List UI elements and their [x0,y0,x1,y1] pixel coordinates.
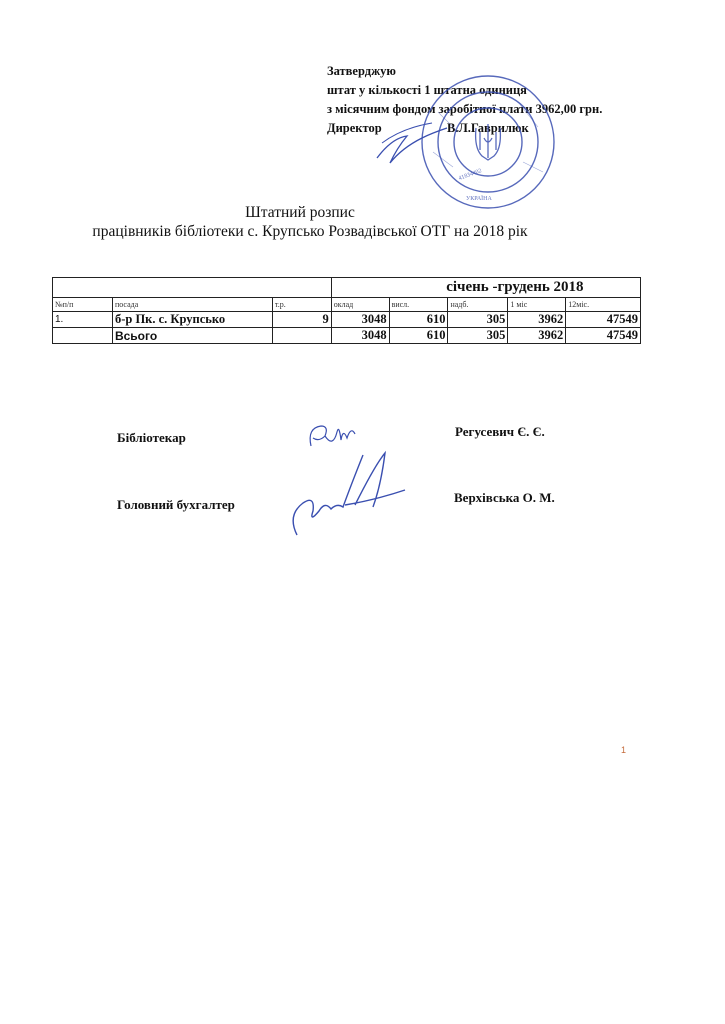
svg-text:41834402: 41834402 [457,168,483,182]
row-month: 3962 [508,312,566,328]
table-header-row [53,298,641,312]
header-grade: т.р. [272,298,331,312]
header-salary: оклад [331,298,389,312]
accountant-name: Верхівська О. М. [454,490,555,505]
header-year: 12міс. [566,298,641,312]
header-month: 1 міс [508,298,566,312]
accountant-title: Головний бухгалтер [117,497,235,512]
header-position: посада [112,298,272,312]
staff-table [52,277,641,344]
row-salary: 3048 [331,312,389,328]
title-line-2: працівників бібліотеки с. Крупсько Розвадівської ОТГ на 2018 рік [92,223,528,240]
header-seniority: висл. [389,298,448,312]
librarian-title: Бібліотекар [117,430,186,445]
table-row [53,312,641,328]
total-year: 47549 [566,328,641,344]
accountant-signature [285,445,410,545]
period-row [53,278,641,298]
total-seniority: 610 [389,328,448,344]
director-signature [372,108,452,168]
header-index: №п/п [53,298,113,312]
svg-text:УКРАЇНА: УКРАЇНА [466,196,492,202]
title-line-1: Штатний розпис [245,204,355,221]
row-position: б-р Пк. с. Крупсько [112,312,272,328]
total-row [53,328,641,344]
header-bonus: надб. [448,298,508,312]
total-month: 3962 [508,328,566,344]
row-bonus: 305 [448,312,508,328]
approval-line-2: штат у кількості 1 штатна одиниця [327,83,527,97]
approval-line-3: з місячним фондом заробітної плати 3962,00 грн. [327,102,603,116]
period-cell: січень -грудень 2018 [331,278,640,298]
total-salary: 3048 [331,328,389,344]
director-name: В.Л.Гаврилюк [447,121,529,135]
director-label: Директор [327,121,382,135]
page-number: 1 [621,745,627,755]
librarian-name: Регусевич Є. Є. [455,424,545,439]
row-seniority: 610 [389,312,448,328]
approval-line-1: Затверджую [327,64,396,78]
row-grade: 9 [272,312,331,328]
row-index: 1. [53,312,113,328]
total-bonus: 305 [448,328,508,344]
row-year: 47549 [566,312,641,328]
total-label: Всього [112,328,272,344]
